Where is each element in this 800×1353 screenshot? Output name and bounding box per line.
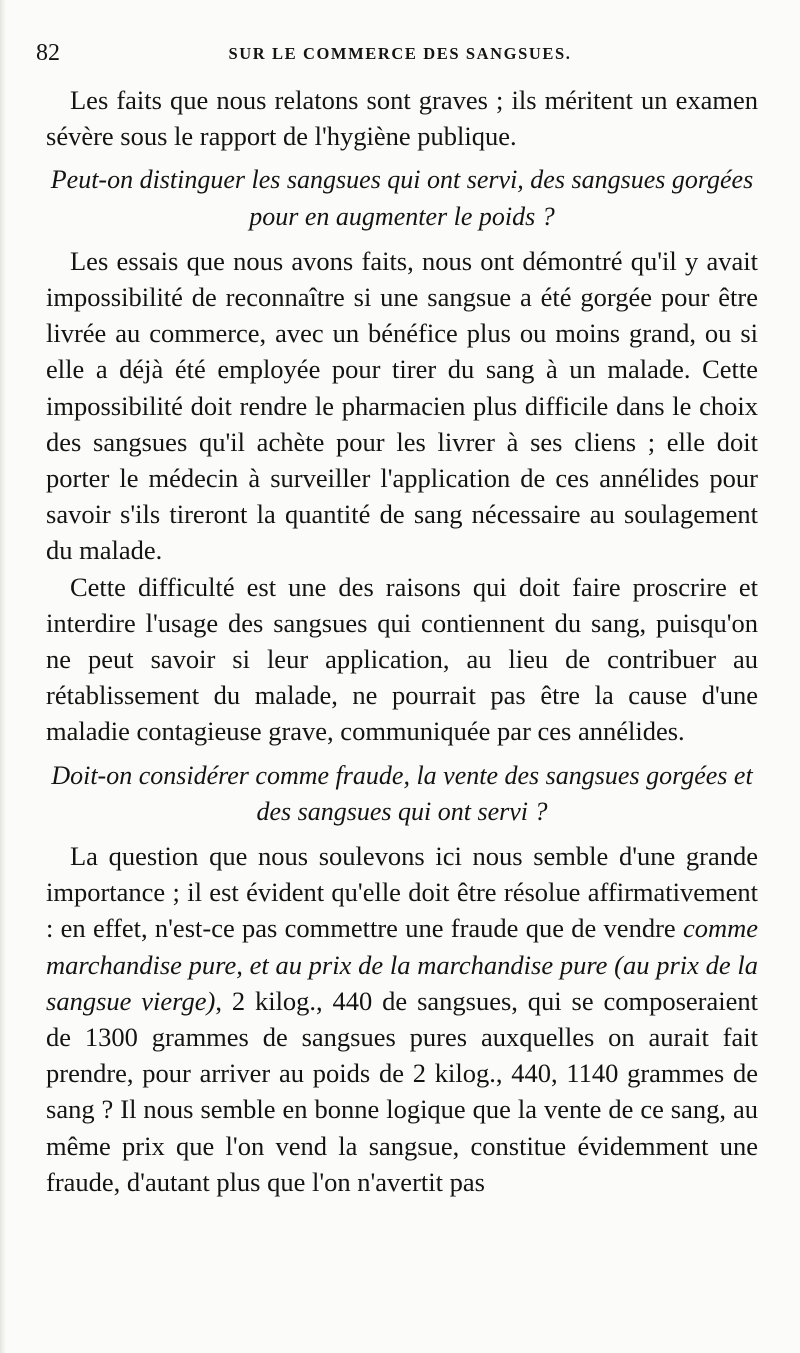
paragraph-experiments: Les essais que nous avons faits, nous ont démontré qu'il y avait impossibilité de reconnaître si une sangsue a été gorgée pour être livrée au commerce, avec un bénéfice plus ou moins grand, ou si elle a déjà été employée pour tirer du sang à un malade. Cette impossibilité doit rendre le pharmacien plus difficile dans le choix des sangsues qu'il achète pour les livrer à ses cliens ; elle doit porter le médecin à surveiller l'application de ces annélides pour savoir s'ils tireront la quantité de sang nécessaire au soulagement du malade. — [46, 245, 758, 566]
page-edge-shadow — [0, 0, 6, 1353]
section-heading-fraud: Doit-on considérer comme fraude, la vente des sangsues gorgées et des sangsues qui ont servi ? — [51, 760, 753, 826]
paragraph-question-emphasis: comme marchandise pure, et au prix de la marchandise pure (au prix de la sangsue vierge) — [46, 913, 758, 1016]
paragraph-difficulty: Cette difficulté est une des raisons qui doit faire proscrire et interdire l'usage des sangsues qui contiennent du sang, puisqu'on ne peut savoir si leur application, au lieu de contribuer au rétablissement du malade, ne pourrait pas être la cause d'une maladie contagieuse grave, communiquée par ces annélides. — [46, 571, 758, 747]
body-text — [46, 82, 758, 1200]
section-heading-distinguish: Peut-on distinguer les sangsues qui ont servi, des sangsues gorgées pour en augmenter le poids ? — [50, 165, 754, 231]
paragraph-intro: Les faits que nous relatons sont graves ; ils méritent un examen sévère sous le rapport de l'hygiène publique. — [46, 85, 758, 152]
page-number: 82 — [36, 40, 60, 66]
paragraph-question — [46, 838, 758, 1200]
paragraph-question-start: La question que nous soulevons ici nous semble d'une grande importance ; il est évident qu'elle doit être résolue affirmativement : en effet, n'est-ce pas commettre une fraude que de vendre — [46, 841, 758, 944]
page-header — [30, 40, 770, 66]
paragraph-question-end: , 2 kilog., 440 de sangsues, qui se composeraient de 1300 grammes de sangsues pures auxquelles on aurait fait prendre, pour arriver au poids de 2 kilog., 440, 1140 grammes de sang ? Il nous semble en bonne logique que la vente de ce sang, au même prix que l'on vend la sangsue, constitue évidemment une fraude, d'autant plus que l'on n'avertit pas — [46, 985, 758, 1197]
running-title: SUR LE COMMERCE DES SANGSUES. — [228, 44, 572, 63]
